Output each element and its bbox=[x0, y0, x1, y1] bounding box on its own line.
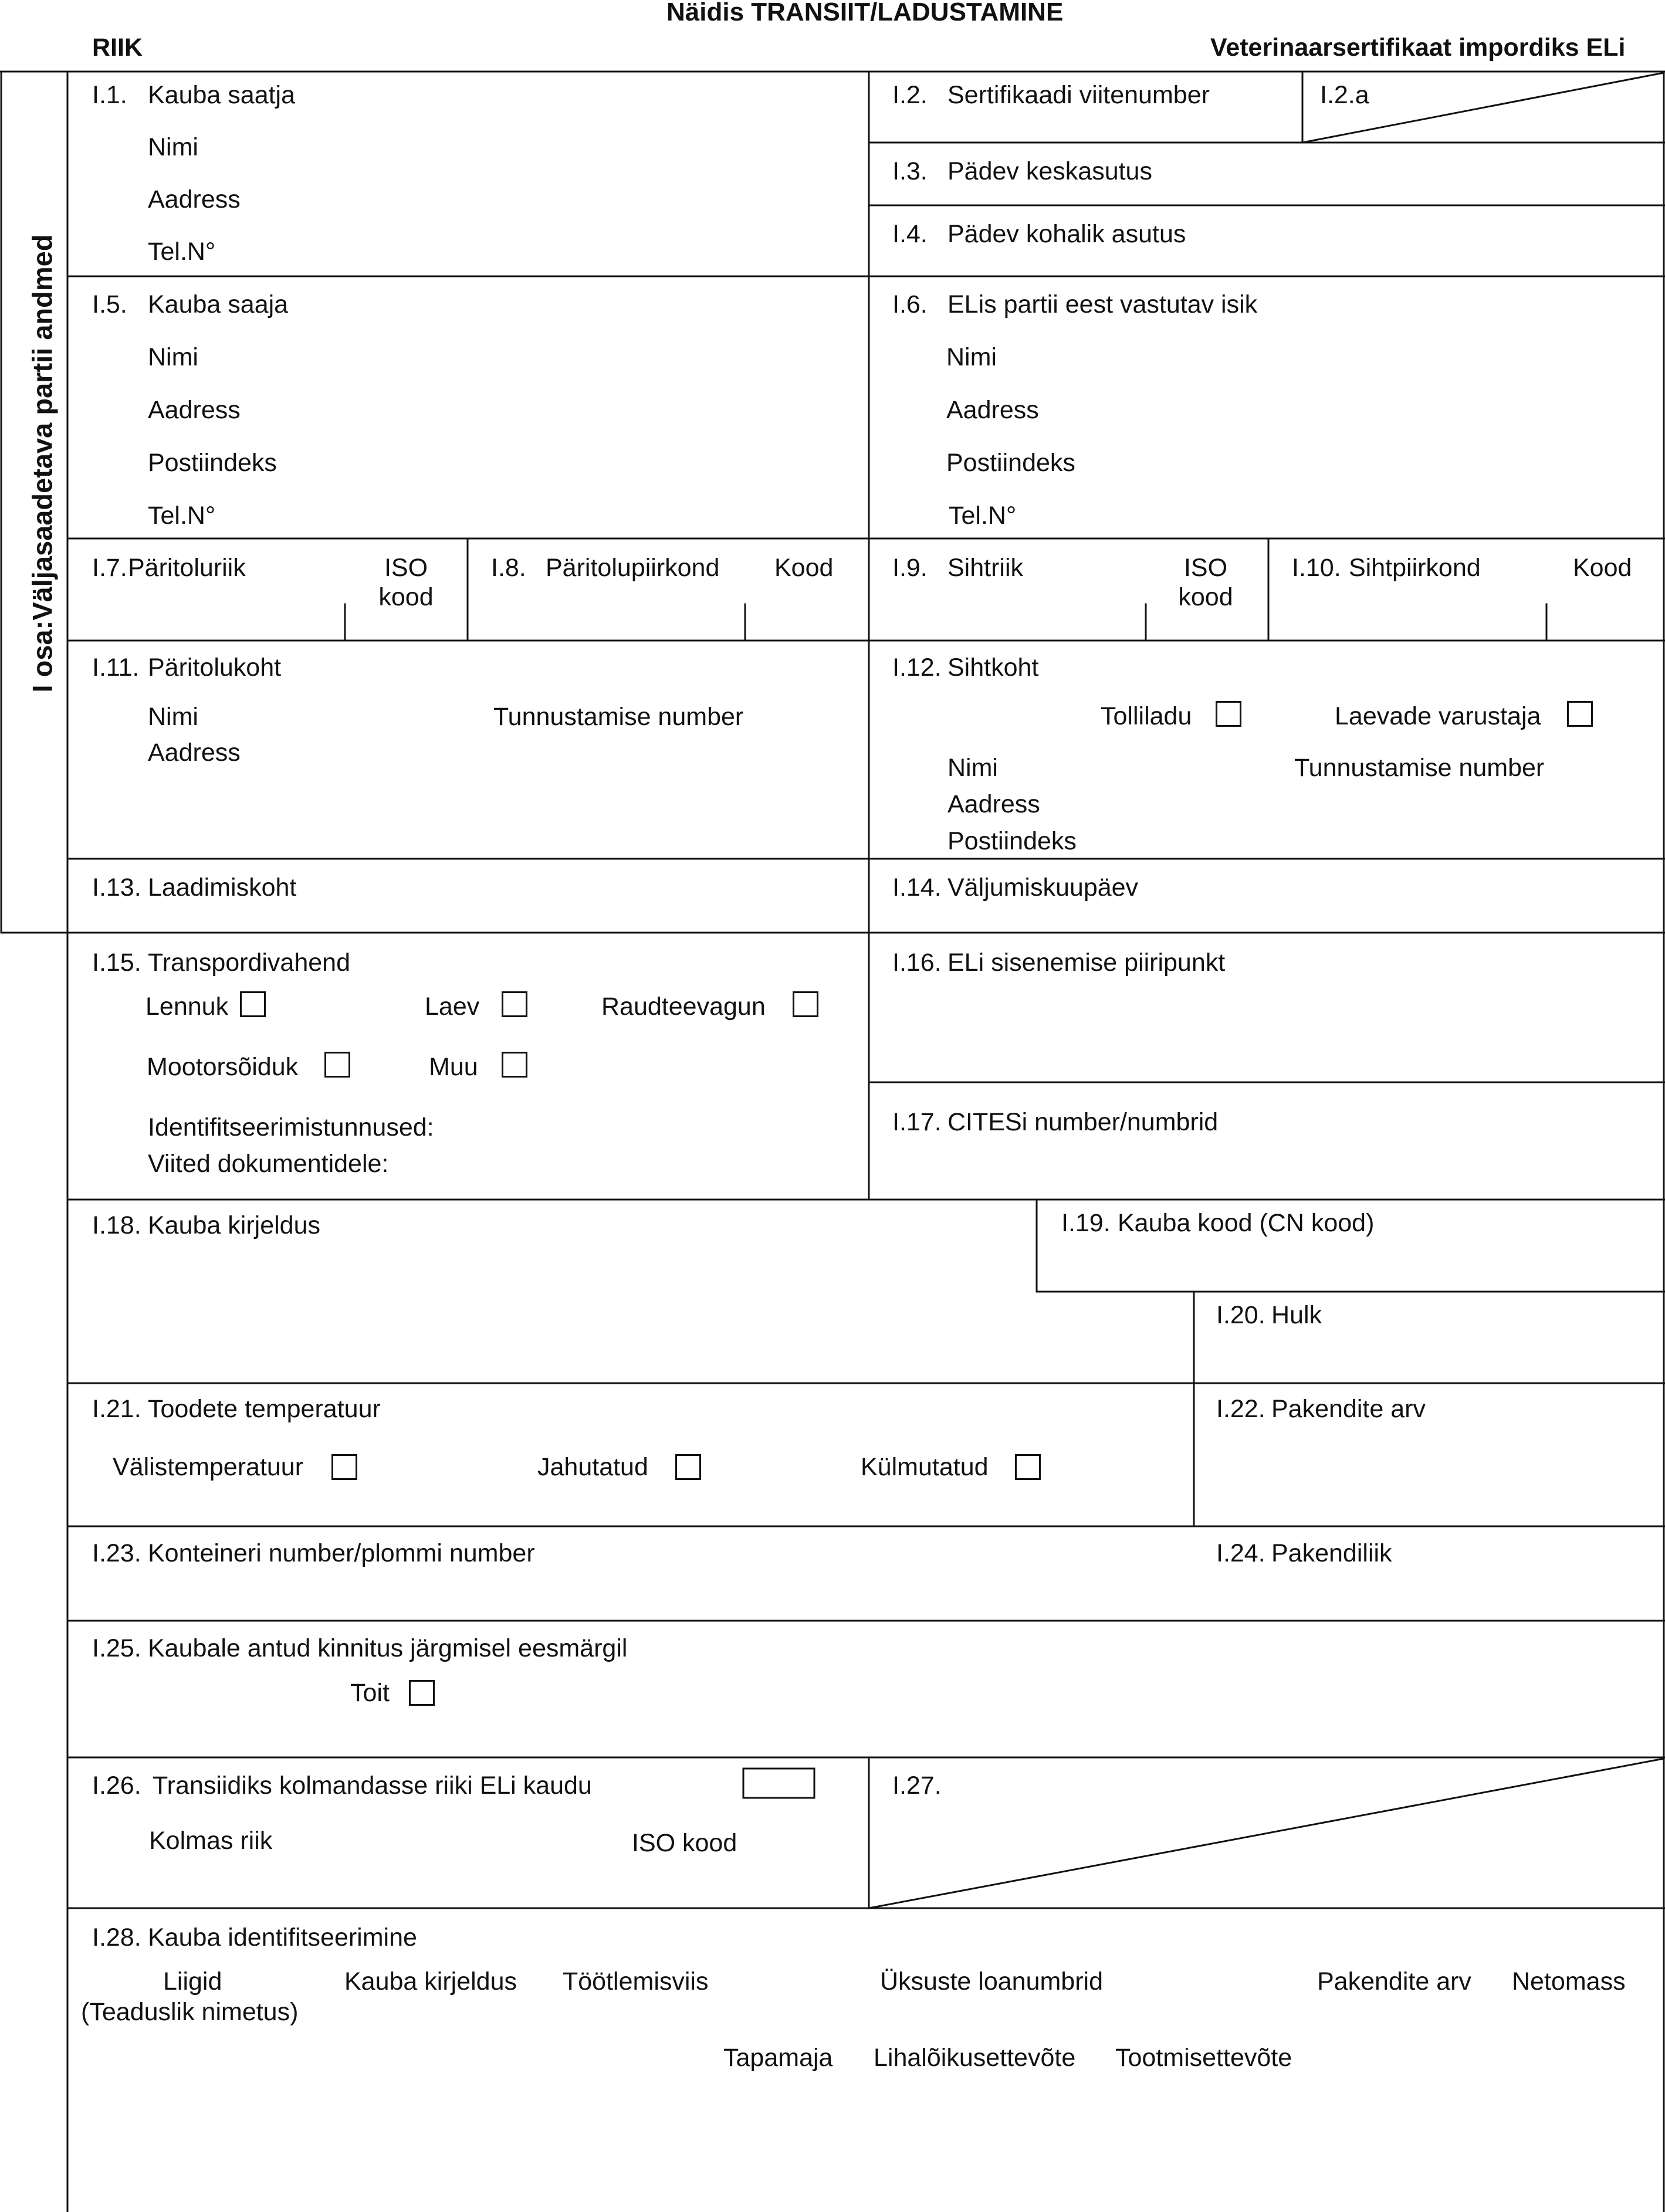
box-15-rail-label: Raudteevagun bbox=[601, 992, 766, 1021]
box-26-third-country: Kolmas riik bbox=[149, 1827, 273, 1855]
box-14-number: I.14. bbox=[892, 873, 942, 902]
box-16-number: I.16. bbox=[892, 949, 942, 977]
model-title: Näidis TRANSIIT/LADUSTAMINE bbox=[666, 0, 1064, 26]
box-9-iso: ISO bbox=[1183, 554, 1228, 582]
box-11-title: Päritolukoht bbox=[148, 653, 282, 682]
box-5-number: I.5. bbox=[92, 290, 127, 319]
col-scientific-name: (Teaduslik nimetus) bbox=[81, 1998, 299, 2026]
box-12-name: Nimi bbox=[947, 754, 998, 782]
box-6-tel: Tel.N° bbox=[949, 502, 1017, 530]
box-23-number: I.23. bbox=[92, 1539, 141, 1567]
box-21-title: Toodete temperatuur bbox=[148, 1395, 381, 1423]
box-19-title: Kauba kood (CN kood) bbox=[1118, 1209, 1375, 1237]
box-17-title: CITESi number/numbrid bbox=[947, 1108, 1219, 1136]
col-species: Liigid bbox=[163, 1967, 222, 1996]
box-27-number: I.27. bbox=[892, 1771, 942, 1800]
box-1-title: Kauba saatja bbox=[148, 81, 296, 109]
box-19-number: I.19. bbox=[1061, 1209, 1111, 1237]
box-10-title: Sihtpiirkond bbox=[1349, 554, 1481, 582]
box-8-code: Kood bbox=[774, 554, 834, 582]
part-one-label: I osa:Väljasaadetava partii andmed bbox=[26, 234, 58, 693]
box-12-ship-label: Laevade varustaja bbox=[1335, 702, 1541, 730]
box-6-number: I.6. bbox=[892, 290, 928, 319]
box-7-title: Päritoluriik bbox=[128, 554, 246, 582]
box-12-address: Aadress bbox=[947, 790, 1040, 818]
box-15-documents: Viited dokumentidele: bbox=[148, 1150, 389, 1178]
box-10-code: Kood bbox=[1573, 554, 1632, 582]
box-5-address: Aadress bbox=[148, 396, 241, 424]
box-15-road-label: Mootorsõiduk bbox=[147, 1053, 299, 1081]
col-nature: Kauba kirjeldus bbox=[344, 1967, 517, 1996]
box-1-address: Aadress bbox=[148, 185, 241, 214]
col-lot-number: Üksuste loanumbrid bbox=[880, 1967, 1104, 1996]
box-8-number: I.8. bbox=[491, 554, 526, 582]
box-17-number: I.17. bbox=[892, 1108, 942, 1136]
box-6-address: Aadress bbox=[946, 396, 1039, 424]
box-28-number: I.28. bbox=[92, 1923, 141, 1952]
certificate-title: Veterinaarsertifikaat impordiks ELi bbox=[1210, 33, 1626, 62]
box-25-number: I.25. bbox=[92, 1634, 141, 1662]
chilled-checkbox[interactable] bbox=[675, 1454, 701, 1480]
col-slaughterhouse: Tapamaja bbox=[723, 2044, 833, 2072]
box-1-name: Nimi bbox=[148, 133, 198, 161]
box-11-id-number: Tunnustamise number bbox=[493, 703, 744, 731]
col-net-weight: Netomass bbox=[1512, 1967, 1626, 1996]
box-15-identification: Identifitseerimistunnused: bbox=[148, 1113, 434, 1141]
box-10-number: I.10. bbox=[1292, 554, 1341, 582]
box-7-kood: kood bbox=[378, 583, 434, 611]
box-8-title: Päritolupiirkond bbox=[546, 554, 720, 582]
box-2-number: I.2. bbox=[892, 81, 928, 109]
col-treatment: Töötlemisviis bbox=[563, 1967, 709, 1996]
box-1-tel: Tel.N° bbox=[148, 238, 216, 266]
box-11-address: Aadress bbox=[148, 739, 241, 767]
box-5-title: Kauba saaja bbox=[148, 290, 289, 319]
box-26-number: I.26. bbox=[92, 1771, 141, 1800]
box-6-title: ELis partii eest vastutav isik bbox=[947, 290, 1258, 319]
box-16-title: ELi sisenemise piiripunkt bbox=[947, 949, 1226, 977]
box-2a-number: I.2.a bbox=[1320, 81, 1369, 109]
road-vehicle-checkbox[interactable] bbox=[324, 1052, 350, 1078]
box-21-chilled-label: Jahutatud bbox=[537, 1453, 648, 1481]
box-5-postcode: Postiindeks bbox=[148, 449, 277, 477]
box-12-title: Sihtkoht bbox=[947, 653, 1039, 682]
box-3-number: I.3. bbox=[892, 157, 928, 185]
box-5-tel: Tel.N° bbox=[148, 502, 216, 530]
rail-checkbox[interactable] bbox=[793, 991, 818, 1017]
plane-checkbox[interactable] bbox=[240, 991, 266, 1017]
box-1-number: I.1. bbox=[92, 81, 127, 109]
box-22-title: Pakendite arv bbox=[1271, 1395, 1426, 1423]
box-18-title: Kauba kirjeldus bbox=[148, 1211, 321, 1239]
box-21-number: I.21. bbox=[92, 1395, 141, 1423]
box-12-postcode: Postiindeks bbox=[947, 827, 1077, 855]
box-20-title: Hulk bbox=[1271, 1301, 1322, 1329]
box-20-number: I.20. bbox=[1216, 1301, 1265, 1329]
box-2-title: Sertifikaadi viitenumber bbox=[947, 81, 1210, 109]
box-4-title: Pädev kohalik asutus bbox=[947, 220, 1186, 248]
box-28-title: Kauba identifitseerimine bbox=[148, 1923, 417, 1952]
box-3-title: Pädev keskasutus bbox=[947, 157, 1152, 185]
col-packages: Pakendite arv bbox=[1317, 1967, 1471, 1996]
box-18-number: I.18. bbox=[92, 1211, 141, 1239]
box-25-food-label: Toit bbox=[350, 1679, 390, 1707]
box-14-title: Väljumiskuupäev bbox=[947, 873, 1139, 902]
box-11-number: I.11. bbox=[92, 653, 140, 682]
box-9-kood: kood bbox=[1178, 583, 1233, 611]
box-7-number: I.7. bbox=[92, 554, 127, 582]
box-25-title: Kaubale antud kinnitus järgmisel eesmärgil bbox=[148, 1634, 628, 1662]
box-26-title: Transiidiks kolmandasse riiki ELi kaudu bbox=[153, 1771, 592, 1800]
other-transport-checkbox[interactable] bbox=[502, 1052, 527, 1078]
col-manufacturing-plant: Tootmisettevõte bbox=[1115, 2044, 1292, 2072]
box-21-ambient-label: Välistemperatuur bbox=[113, 1453, 304, 1481]
box-5-name: Nimi bbox=[148, 343, 198, 371]
box-4-number: I.4. bbox=[892, 220, 928, 248]
transit-field-box[interactable] bbox=[743, 1769, 814, 1798]
box-15-ship-label: Laev bbox=[425, 992, 480, 1021]
box-22-number: I.22. bbox=[1216, 1395, 1265, 1423]
box-23-title: Konteineri number/plommi number bbox=[148, 1539, 535, 1567]
box-11-name: Nimi bbox=[148, 703, 198, 731]
ambient-checkbox[interactable] bbox=[331, 1454, 357, 1480]
box-12-number: I.12. bbox=[892, 653, 942, 682]
box-26-iso-code: ISO kood bbox=[632, 1829, 737, 1857]
box-9-number: I.9. bbox=[892, 554, 928, 582]
box-6-name: Nimi bbox=[946, 343, 997, 371]
box-13-number: I.13. bbox=[92, 873, 141, 902]
col-cutting-plant: Lihalõikusettevõte bbox=[874, 2044, 1076, 2072]
ship-supplier-checkbox[interactable] bbox=[1567, 701, 1593, 727]
box-12-id-number: Tunnustamise number bbox=[1294, 754, 1545, 782]
customs-warehouse-checkbox[interactable] bbox=[1216, 701, 1241, 727]
food-checkbox[interactable] bbox=[409, 1680, 435, 1706]
box-24-title: Pakendiliik bbox=[1271, 1539, 1392, 1567]
box-13-title: Laadimiskoht bbox=[148, 873, 297, 902]
box-15-plane-label: Lennuk bbox=[145, 992, 229, 1021]
box-24-number: I.24. bbox=[1216, 1539, 1265, 1567]
box-6-postcode: Postiindeks bbox=[946, 449, 1075, 477]
box-15-title: Transpordivahend bbox=[148, 949, 351, 977]
box-15-number: I.15. bbox=[92, 949, 141, 977]
box-12-customs-label: Tolliladu bbox=[1101, 702, 1192, 730]
ship-checkbox[interactable] bbox=[502, 991, 527, 1017]
box-21-frozen-label: Külmutatud bbox=[861, 1453, 989, 1481]
box-15-other-label: Muu bbox=[429, 1053, 478, 1081]
box-7-iso: ISO bbox=[384, 554, 428, 582]
country-label: RIIK bbox=[92, 33, 143, 62]
box-9-title: Sihtriik bbox=[947, 554, 1024, 582]
frozen-checkbox[interactable] bbox=[1015, 1454, 1041, 1480]
